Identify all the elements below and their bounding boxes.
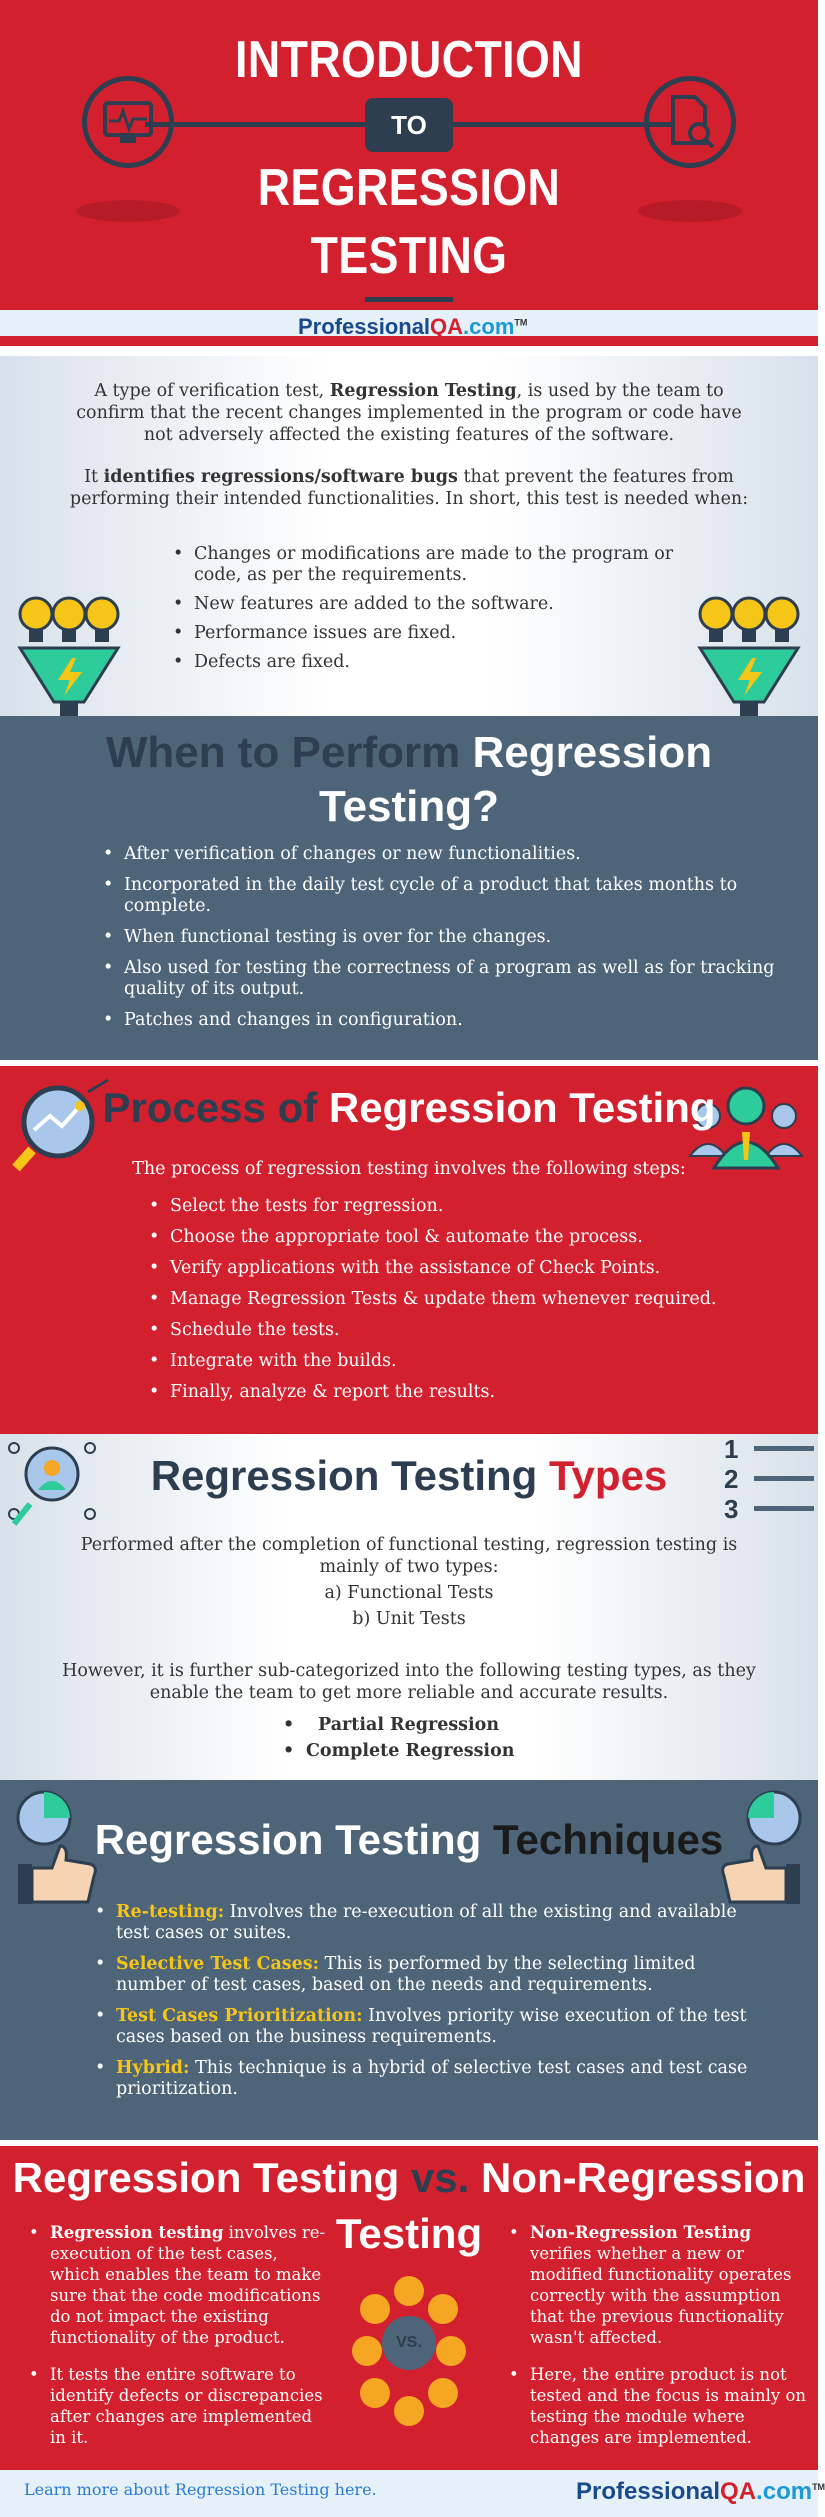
list-item: • Choose the appropriate tool & automate the process. [146,1227,766,1248]
list-item: • Partial Regression [280,1712,514,1738]
list-item: • It tests the entire software to identify defects or discrepancies after changes are implemented in it. [26,2364,326,2448]
vs-badge: VS. [382,2316,436,2370]
connector-line-left [145,122,365,127]
when-title: When to Perform Regression Testing? [105,728,713,831]
list-item: • Finally, analyze & report the results. [146,1382,766,1403]
list-item: • Performance issues are fixed. [170,623,690,644]
process-list [146,1196,766,1413]
title-line-3: TESTING [310,227,508,285]
list-item: • Complete Regression [280,1738,514,1764]
header-banner [0,0,818,310]
list-item: • Hybrid: This technique is a hybrid of selective test cases and test case prioritization. [92,2058,752,2100]
intro-section [0,356,818,716]
types-paragraph-1: Performed after the completion of functional testing, regression testing is mainly of two types: [80,1535,738,1577]
techniques-title: Regression Testing Techniques [94,1816,724,1863]
list-item: • Select the tests for regression. [146,1196,766,1217]
list-item: • Regression testing involves re-execution of the test cases, which enables the team to make sure that the code modifications do not impact the existing functionality of the product. [26,2222,326,2348]
footer-bar [0,2466,825,2517]
type-unit: b) Unit Tests [352,1609,466,1629]
list-item: • Integrate with the builds. [146,1351,766,1372]
list-item: • Test Cases Prioritization: Involves priority wise execution of the test cases based on the business requirements. [92,2006,752,2048]
process-title: Process of Regression Testing [102,1084,716,1131]
title-to-badge: TO [365,98,453,152]
list-item: • Verify applications with the assistance of Check Points. [146,1258,766,1279]
list-item: • Changes or modifications are made to the program or code, as per the requirements. [170,544,690,586]
list-item: • Non-Regression Testing verifies whether a new or modified functionality operates correctly with the assumption that the previous functionality wasn't affected. [506,2222,806,2348]
types-paragraph-2: However, it is further sub-categorized into the following testing types, as they enable the team to get more reliable and accurate results. [62,1661,756,1703]
types-title: Regression Testing Types [150,1452,668,1499]
learn-more-link[interactable]: Learn more about Regression Testing here. [24,2480,377,2499]
versus-graphic [352,2276,466,2426]
techniques-list [92,1902,752,2110]
intro-paragraph-2: It identifies regressions/software bugs that prevent the features from performing their intended functionalities. In short, this test is needed when: [69,467,749,509]
list-item: • Defects are fixed. [170,652,690,673]
versus-section [0,2146,818,2517]
techniques-section [0,1780,818,2140]
intro-list [170,544,690,683]
list-item: • Selective Test Cases: This is performed by the selecting limited number of test cases, based on the needs and requirements. [92,1954,752,1996]
title-underline [365,297,453,302]
process-section [0,1066,818,1434]
when-list [100,844,780,1041]
list-item: • Re-testing: Involves the re-execution of all the existing and available test cases or suites. [92,1902,752,1944]
when-section [0,716,818,1060]
title-line-2: REGRESSION [257,159,561,217]
list-item: • Schedule the tests. [146,1320,766,1341]
numbered-list-icon: 1 2 3 [724,1434,818,1534]
title-line-1: INTRODUCTION [234,31,583,89]
types-section [0,1434,818,1780]
footer-brand-logo: ProfessionalQA.com™ [576,2478,825,2505]
regression-list [26,2222,326,2448]
type-functional: a) Functional Tests [324,1583,494,1603]
brand-logo: ProfessionalQA.com™ [298,314,528,339]
list-item: • Here, the entire product is not tested and the focus is mainly on testing the module where changes are implemented. [506,2364,806,2448]
list-item: • Incorporated in the daily test cycle of a product that takes months to complete. [100,875,780,917]
list-item: • After verification of changes or new functionalities. [100,844,780,865]
intro-paragraph-1: A type of verification test, Regression Testing, is used by the team to confirm that the recent changes implemented in the program or code have not adversely affected the existing features of the software. [76,381,742,445]
non-regression-list [506,2222,806,2448]
versus-title: Regression Testing vs. Non-Regression Testing [12,2154,806,2257]
list-item: • New features are added to the software. [170,594,690,615]
list-item: • When functional testing is over for the changes. [100,927,780,948]
list-item: • Also used for testing the correctness of a program as well as for tracking quality of its output. [100,958,780,1000]
process-intro: The process of regression testing involves the following steps: [132,1159,686,1179]
brand-bar [0,310,818,346]
list-item: • Patches and changes in configuration. [100,1010,780,1031]
list-item: • Manage Regression Tests & update them whenever required. [146,1289,766,1310]
connector-line-right [453,122,673,127]
subtype-list [280,1712,514,1764]
